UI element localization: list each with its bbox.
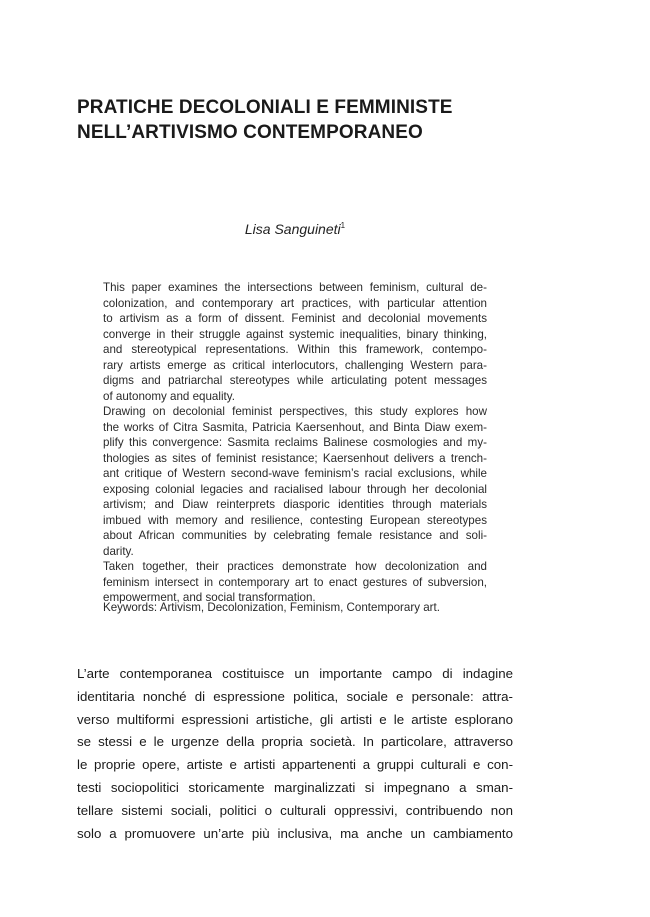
keywords: Keywords: Artivism, Decolonization, Feminism, Contemporary art. (103, 601, 440, 614)
abstract-line: empowerment, and social transformation. (103, 591, 316, 604)
body-paragraph (77, 663, 513, 845)
abstract-line: rary artists emerge as critical interlocutors, challenging Western para- (103, 358, 487, 372)
abstract-line: converge in their struggle against systemic inequalities, binary thinking, (103, 327, 487, 341)
abstract-line: thologies as sites of feminist resistance; Kaersenhout delivers a trench- (103, 451, 487, 465)
title-line: NELL’ARTIVISMO CONTEMPORANEO (77, 122, 423, 143)
abstract-line: feminism intersect in contemporary art to enact gestures of subversion, (103, 575, 487, 589)
abstract-line: darity. (103, 544, 134, 558)
body-line: testi sociopolitici storicamente marginalizzati si impegnano a sman- (77, 779, 513, 795)
abstract (103, 280, 487, 606)
abstract-line: plify this convergence: Sasmita reclaims Balinese cosmologies and my- (103, 436, 487, 449)
abstract-paragraph-2 (103, 404, 487, 559)
abstract-line: artivism; and Diaw reinterprets diasporic identities through materials (103, 498, 487, 511)
body-line: verso multiformi espressioni artistiche, gli artisti e le artiste esplorano (77, 711, 513, 727)
author-name: Lisa Sanguineti (244, 221, 341, 237)
abstract-paragraph-3 (103, 559, 487, 606)
abstract-line: imbued with memory and resilience, contesting European stereotypes (103, 513, 487, 527)
abstract-line: and stereotypical representations. Within this framework, contempo- (103, 343, 487, 356)
body-line: identitaria nonché di espressione politica, sociale e personale: attra- (77, 688, 513, 704)
article-title (77, 95, 577, 145)
body-line: tellare sistemi sociali, politici o culturali oppressivi, contribuendo non (77, 802, 513, 818)
abstract-line: exposing colonial legacies and racialised labour through her decolonial (103, 482, 487, 496)
body-line: le proprie opere, artiste e artisti appartenenti a gruppi culturali e con- (77, 757, 513, 773)
abstract-line: to artivism as a form of dissent. Feminist and decolonial movements (103, 312, 487, 325)
abstract-line: of autonomy and equality. (103, 389, 235, 403)
abstract-line: about African communities by celebrating female resistance and soli- (103, 529, 487, 542)
body-line: L’arte contemporanea costituisce un importante campo di indagine (77, 666, 513, 681)
author-byline (0, 221, 590, 237)
abstract-paragraph-1 (103, 280, 487, 404)
abstract-line: the works of Citra Sasmita, Patricia Kaersenhout, and Binta Diaw exem- (103, 420, 487, 434)
body-line: solo a promuovere un’arte più inclusiva, ma anche un cambiamento (77, 825, 513, 841)
abstract-line: This paper examines the intersections between feminism, cultural de- (103, 281, 487, 294)
abstract-line: Drawing on decolonial feminist perspectives, this study explores how (103, 405, 487, 418)
abstract-line: digms and patriarchal stereotypes while articulating potent messages (103, 374, 487, 387)
body-line: se stessi e le urgenze della propria società. In particolare, attraverso (77, 734, 513, 750)
abstract-line: ant critique of Western second-wave feminism’s racial exclusions, while (103, 467, 487, 480)
abstract-line: colonization, and contemporary art practices, with particular attention (103, 296, 487, 310)
title-line: PRATICHE DECOLONIALI E FEMMINISTE (77, 97, 453, 118)
abstract-line: Taken together, their practices demonstrate how decolonization and (103, 560, 487, 573)
footnote-mark: 1 (340, 221, 346, 230)
